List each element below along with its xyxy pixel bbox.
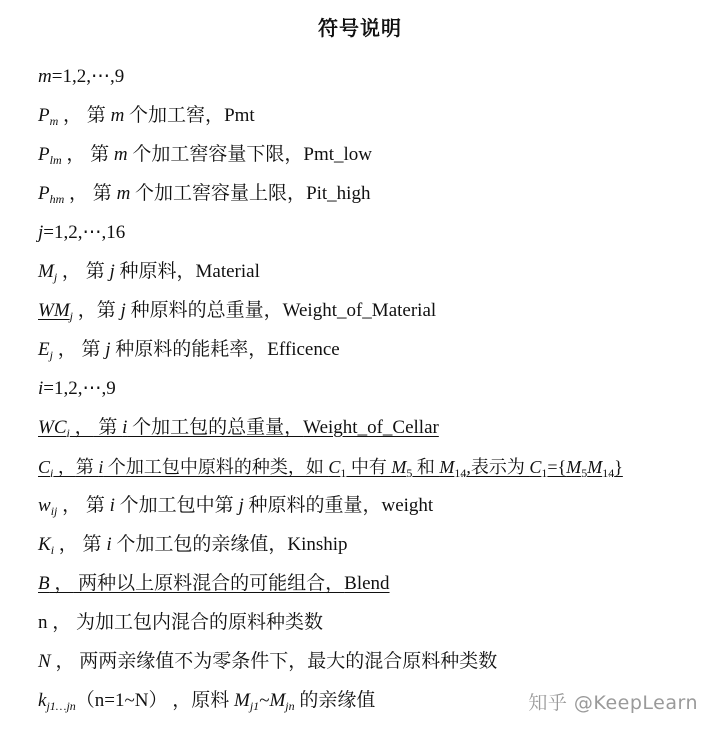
zhihu-watermark: 知乎 @KeepLearn — [528, 692, 698, 714]
definition-capital-n: N ， 两两亲缘值不为零条件下，最大的混合原料种类数 — [38, 651, 498, 672]
definition-kinship-value: $k_{j1\dots jn}(n=1\sim N)$ ，原料 $M_{j1}\sim M_{jn}$ 的亲缘值 — [38, 690, 376, 713]
definition-phm: $P_{hm}$ ， 第 m 个加工窖容量上限，Pit_high — [38, 183, 371, 206]
definition-ej: $E_j$ ， 第 j 种原料的能耗率，Efficence — [38, 339, 340, 362]
definition-wci: $WC_i$ ， 第 i 个加工包的总重量，Weight_of_Cellar — [38, 417, 439, 440]
definition-b: B ， 两种以上原料混合的可能组合，Blend — [38, 573, 390, 594]
definition-ki: $K_i$ ， 第 i 个加工包的亲缘值，Kinship — [38, 534, 348, 557]
definition-pm: $P_m$ ， 第 m 个加工窖，Pmt — [38, 105, 255, 128]
definition-j-range: j=1,2,⋯,16 — [38, 222, 126, 243]
definition-wmj: $WM_j$ ，第 j 种原料的总重量，Weight_of_Material — [38, 300, 437, 323]
definition-mj: $M_j$ ， 第 j 种原料，Material — [38, 261, 260, 284]
definition-m-range: m=1,2,⋯,9 — [38, 66, 125, 87]
page-title: 符号说明 — [318, 18, 402, 40]
definition-i-range: i=1,2,⋯,9 — [38, 378, 116, 399]
definition-n: n ， 为加工包内混合的原料种类数 — [38, 612, 324, 633]
definition-ci: $C_i$ ，第 i 个加工包中原料的种类，如 $C_1$ 中有 $M_5$ 和 $M_{14}$,表示为 $C_1=\{M_5M_{14}\}$ — [38, 457, 623, 480]
definition-wij: $w_{ij}$ ， 第 i 个加工包中第 j 种原料的重量，weight — [38, 495, 434, 518]
definition-plm: $P_{lm}$ ， 第 m 个加工窖容量下限，Pmt_low — [38, 144, 373, 167]
